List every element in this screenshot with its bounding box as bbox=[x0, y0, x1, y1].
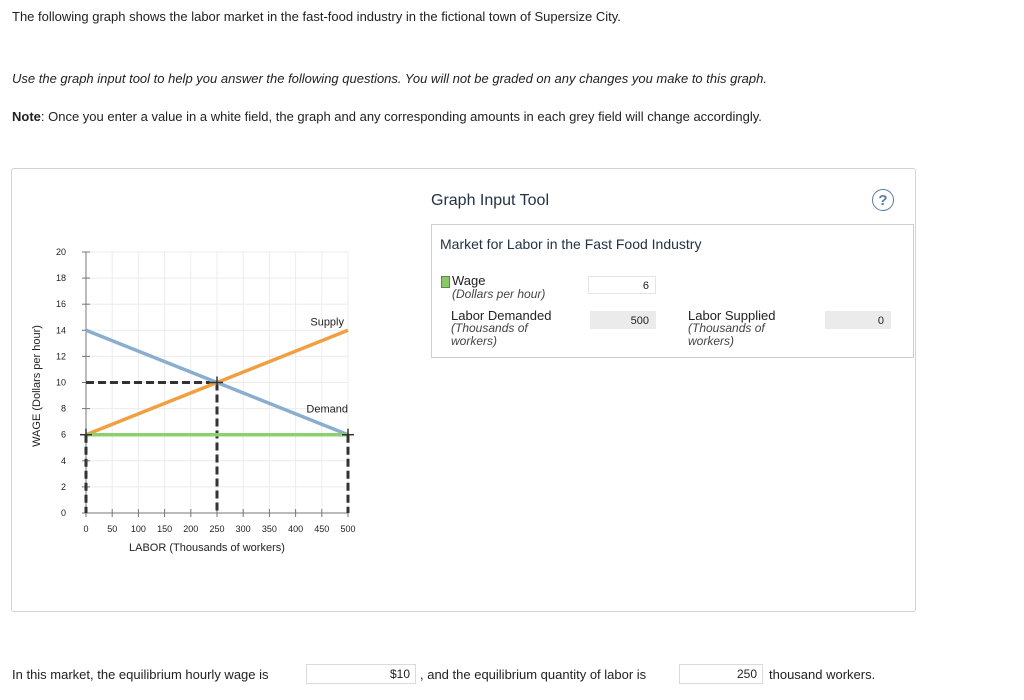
x-tick-label: 100 bbox=[130, 524, 146, 534]
wage-unit: (Dollars per hour) bbox=[452, 287, 546, 301]
x-axis-title: LABOR (Thousands of workers) bbox=[129, 542, 285, 554]
labor-supplied-unit-1: (Thousands of bbox=[688, 321, 765, 335]
intro-text: The following graph shows the labor market in the fast-food industry in the fictional town of Supersize City. bbox=[12, 9, 621, 24]
y-tick-label: 14 bbox=[55, 325, 66, 336]
x-tick-label: 150 bbox=[157, 524, 173, 534]
y-tick-label: 12 bbox=[55, 351, 66, 362]
question-part3: thousand workers. bbox=[769, 667, 876, 682]
x-tick-label: 0 bbox=[83, 524, 89, 534]
y-axis-title: WAGE (Dollars per hour) bbox=[31, 325, 43, 447]
x-tick-label: 500 bbox=[340, 524, 356, 534]
labor-supplied-unit-2: workers) bbox=[688, 334, 735, 348]
labor-supplied-label: Labor Supplied bbox=[688, 308, 776, 323]
y-tick-label: 10 bbox=[55, 377, 66, 388]
y-tick-label: 8 bbox=[60, 403, 66, 414]
y-tick-label: 2 bbox=[60, 481, 66, 492]
x-tick-label: 300 bbox=[235, 524, 251, 534]
labor-demanded-unit-1: (Thousands of bbox=[451, 321, 528, 335]
supply-curve-label: Supply bbox=[310, 316, 344, 329]
help-icon[interactable]: ? bbox=[872, 189, 894, 211]
demand-curve-label: Demand bbox=[306, 403, 348, 416]
wage-input[interactable]: 6 bbox=[588, 276, 656, 294]
instruction-text: Use the graph input tool to help you answer the following questions. You will not be graded on any changes you make to this graph. bbox=[12, 71, 767, 86]
labor-supplied-value: 0 bbox=[825, 311, 891, 329]
note-label: Note bbox=[12, 109, 41, 124]
wage-label: Wage bbox=[452, 273, 486, 288]
equilibrium-wage-answer[interactable]: $10 bbox=[306, 664, 416, 684]
labor-demanded-value: 500 bbox=[590, 311, 656, 329]
y-tick-label: 4 bbox=[60, 455, 66, 466]
note-body: : Once you enter a value in a white field, the graph and any corresponding amounts in each grey field will change accordingly. bbox=[40, 109, 762, 124]
x-tick-label: 200 bbox=[183, 524, 199, 534]
x-tick-label: 50 bbox=[107, 524, 118, 534]
wage-swatch-icon bbox=[441, 276, 450, 288]
equilibrium-quantity-answer[interactable]: 250 bbox=[679, 664, 763, 684]
note-text bbox=[12, 109, 762, 124]
labor-demanded-label: Labor Demanded bbox=[451, 308, 552, 323]
tool-subtitle: Market for Labor in the Fast Food Industry bbox=[440, 236, 702, 252]
y-tick-label: 0 bbox=[60, 508, 66, 518]
x-tick-label: 250 bbox=[209, 524, 225, 534]
question-part2: , and the equilibrium quantity of labor is bbox=[420, 667, 647, 682]
question-part1: In this market, the equilibrium hourly wage is bbox=[12, 667, 269, 682]
labor-demanded-unit-2: workers) bbox=[451, 334, 498, 348]
x-tick-label: 400 bbox=[288, 524, 304, 534]
y-tick-label: 6 bbox=[60, 429, 66, 440]
y-tick-label: 16 bbox=[55, 299, 66, 310]
tool-title: Graph Input Tool bbox=[431, 192, 550, 209]
x-tick-label: 350 bbox=[261, 524, 277, 534]
y-tick-label: 20 bbox=[55, 247, 66, 257]
labor-market-chart[interactable] bbox=[26, 238, 371, 568]
y-tick-label: 18 bbox=[55, 273, 66, 284]
x-tick-label: 450 bbox=[314, 524, 330, 534]
